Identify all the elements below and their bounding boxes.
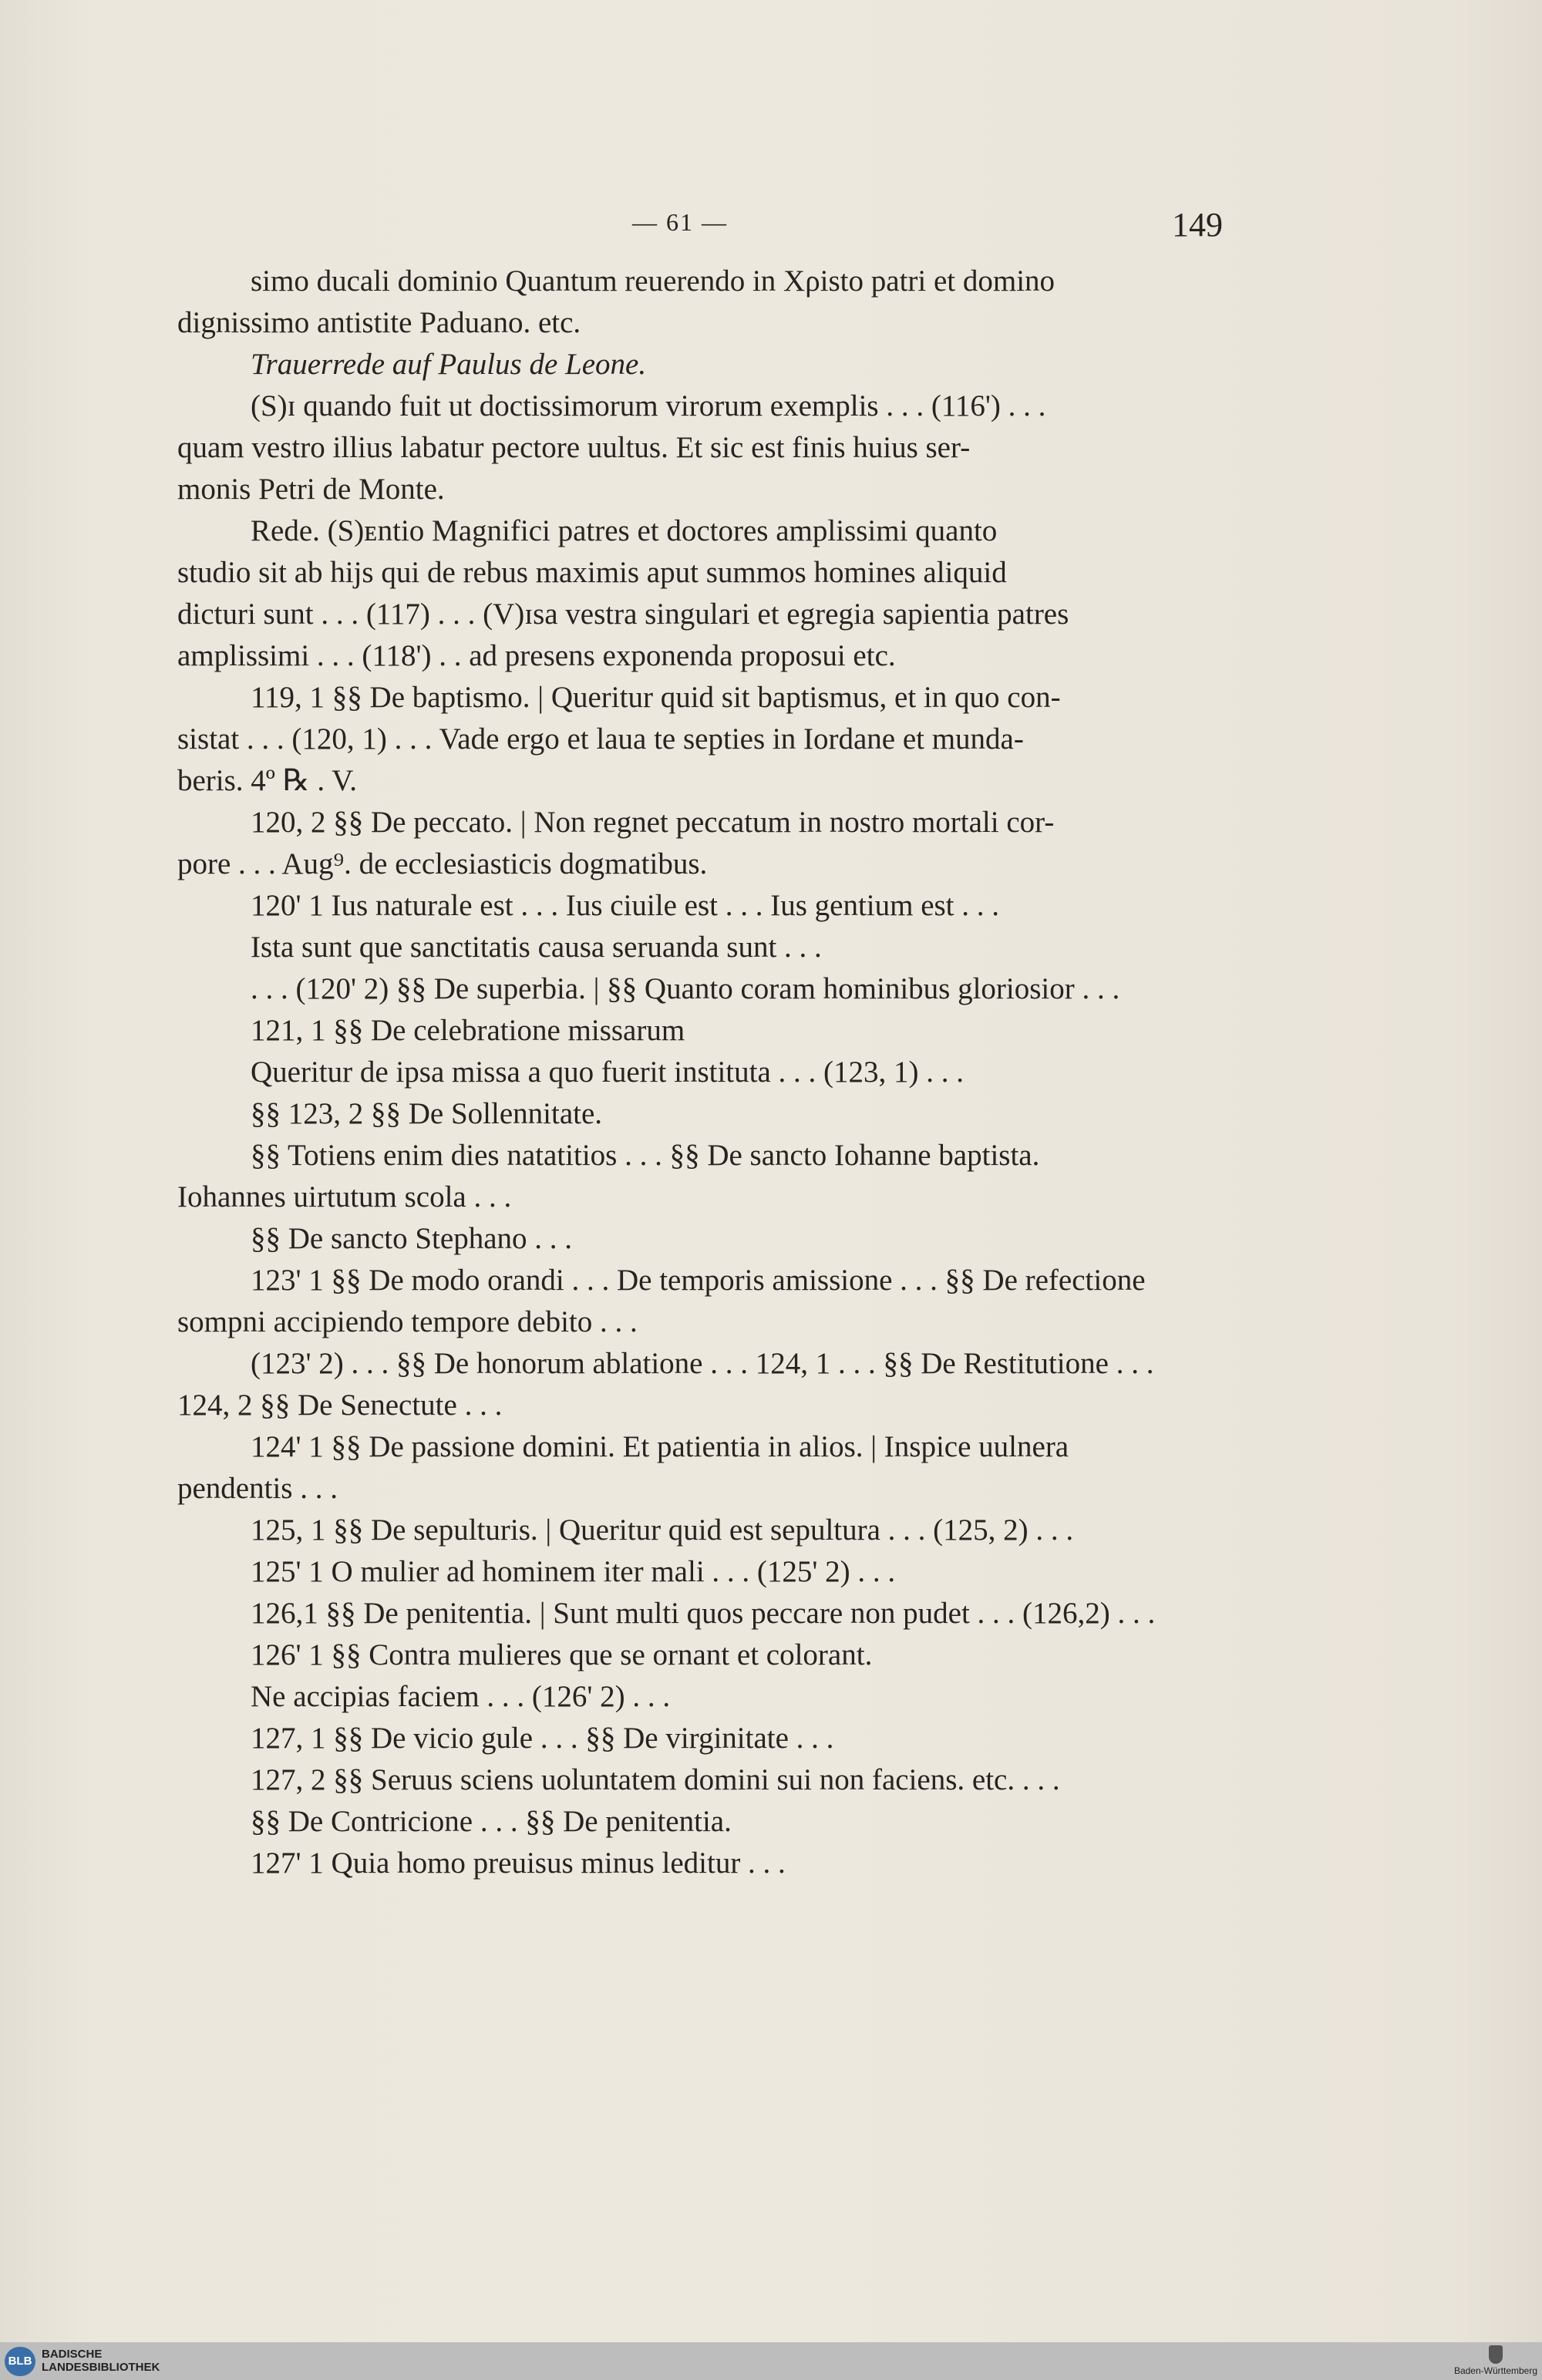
text-line: sompni accipiendo tempore debito . . . [177, 1305, 638, 1338]
text-line: dicturi sunt . . . (117) . . . (V)ɪsa vestra singulari et egregia sapientia patres [177, 598, 1069, 631]
text-line: 124, 2 §§ De Senectute . . . [177, 1389, 503, 1422]
text-line: quam vestro illius labatur pectore uultus. Et sic est finis huius ser- [177, 431, 971, 464]
folio-number: — 61 — [632, 208, 728, 236]
text-line: Ne accipias faciem . . . (126' 2) . . . [251, 1680, 671, 1713]
text-line: beris. 4º ℞ . V. [177, 764, 358, 797]
text-line: 126,1 §§ De penitentia. | Sunt multi quos peccare non pudet . . . (126,2) . . . [251, 1597, 1156, 1630]
text-line: §§ Totiens enim dies natatitios . . . §§ De sancto Iohanne baptista. [251, 1139, 1040, 1172]
text-line: Rede. (S)ᴇntio Magnifici patres et doctores amplissimi quanto [251, 514, 998, 547]
text-line: pore . . . Aug⁹. de ecclesiasticis dogmatibus. [177, 847, 708, 880]
library-name [42, 2348, 160, 2374]
page-number: 149 [1172, 206, 1223, 244]
text-line: 127, 2 §§ Seruus sciens uoluntatem domini sui non faciens. etc. . . . [251, 1763, 1060, 1796]
text-line: monis Petri de Monte. [177, 473, 445, 506]
text-line: simo ducali dominio Quantum reuerendo in Χρisto patri et domino [251, 264, 1055, 298]
library-logo[interactable]: BLB [5, 2347, 35, 2376]
partner-logo[interactable] [1454, 2345, 1537, 2376]
text-line: 120' 1 Ius naturale est . . . Ius ciuile est . . . Ius gentium est . . . [251, 889, 1000, 922]
text-line: . . . (120' 2) §§ De superbia. | §§ Quanto coram hominibus gloriosior . . . [251, 972, 1120, 1005]
text-line: 119, 1 §§ De baptismo. | Queritur quid sit baptismus, et in quo con- [251, 681, 1061, 714]
library-name-line2: LANDESBIBLIOTHEK [42, 2361, 160, 2374]
text-line: 121, 1 §§ De celebratione missarum [251, 1014, 685, 1047]
text-line: (S)ɪ quando fuit ut doctissimorum virorum exemplis . . . (116') . . . [251, 389, 1046, 422]
text-line: dignissimo antistite Paduano. etc. [177, 306, 581, 339]
text-line: 120, 2 §§ De peccato. | Non regnet peccatum in nostro mortali cor- [251, 806, 1055, 839]
text-line: §§ De sancto Stephano . . . [251, 1222, 573, 1255]
text-line: 125' 1 O mulier ad hominem iter mali . . . (125' 2) . . . [251, 1555, 896, 1588]
text-line: §§ De Contricione . . . §§ De penitentia. [251, 1805, 732, 1838]
text-line: §§ 123, 2 §§ De Sollennitate. [251, 1097, 603, 1130]
text-line: 127' 1 Quia homo preuisus minus leditur . . . [251, 1846, 786, 1880]
text-line: amplissimi . . . (118') . . ad presens exponenda proposui etc. [177, 639, 896, 672]
text-line: Ista sunt que sanctitatis causa seruanda sunt . . . [251, 931, 822, 964]
text-line: (123' 2) . . . §§ De honorum ablatione . . . 124, 1 . . . §§ De Restitutione . . . [251, 1347, 1154, 1380]
text-line: 127, 1 §§ De vicio gule . . . §§ De virginitate . . . [251, 1722, 834, 1755]
text-line: 126' 1 §§ Contra mulieres que se ornant et colorant. [251, 1638, 873, 1671]
text-line: 123' 1 §§ De modo orandi . . . De temporis amissione . . . §§ De refectione [251, 1264, 1146, 1297]
crest-icon [1489, 2345, 1503, 2364]
library-name-line1: BADISCHE [42, 2348, 103, 2361]
section-heading: Trauerrede auf Paulus de Leone. [251, 348, 647, 381]
text-line: studio sit ab hijs qui de rebus maximis aput summos homines aliquid [177, 556, 1007, 589]
text-line: pendentis . . . [177, 1472, 338, 1505]
text-line: 125, 1 §§ De sepulturis. | Queritur quid est sepultura . . . (125, 2) . . . [251, 1513, 1074, 1547]
text-line: sistat . . . (120, 1) . . . Vade ergo et laua te septies in Iordane et munda- [177, 722, 1024, 756]
text-line: Iohannes uirtutum scola . . . [177, 1180, 512, 1214]
viewer-footer [0, 2342, 1542, 2380]
text-line: Queritur de ipsa missa a quo fuerit instituta . . . (123, 1) . . . [251, 1055, 964, 1089]
partner-name: Baden-Württemberg [1453, 2365, 1537, 2376]
text-line: 124' 1 §§ De passione domini. Et patientia in alios. | Inspice uulnera [251, 1430, 1069, 1463]
